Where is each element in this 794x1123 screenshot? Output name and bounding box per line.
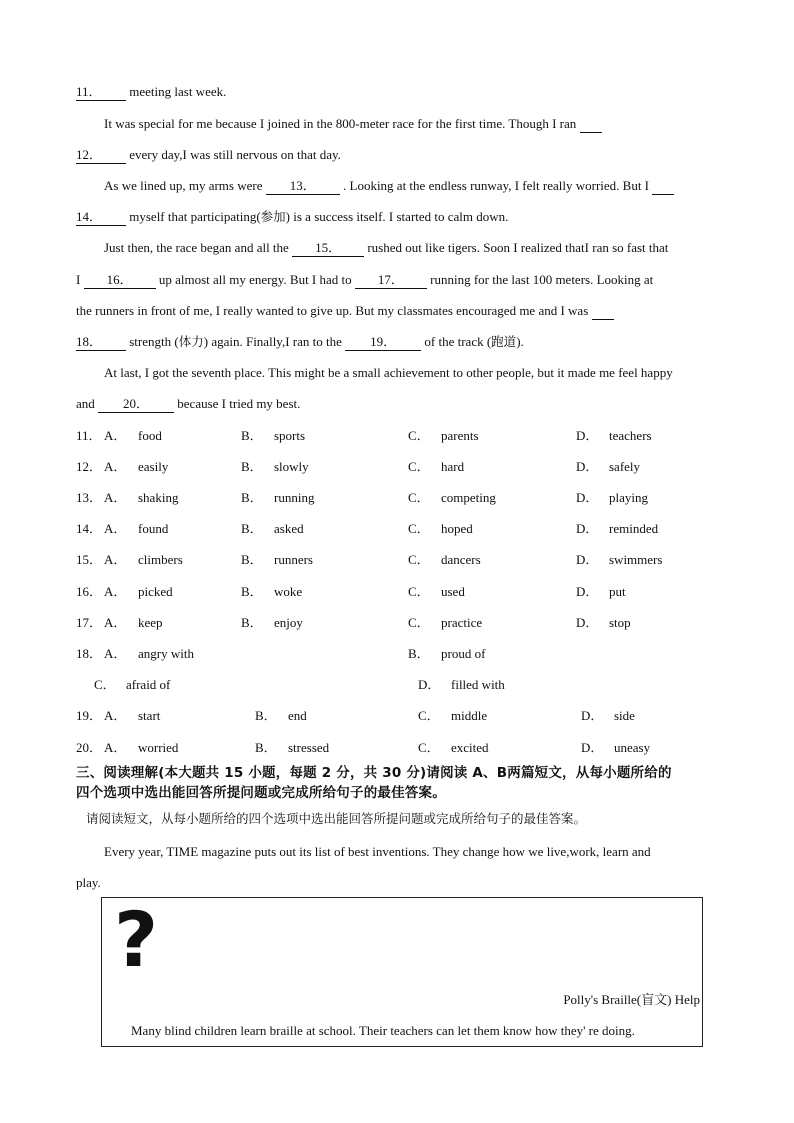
chinese-gloss: 体力 <box>178 334 204 349</box>
blank-15: 15． <box>292 240 364 257</box>
option-d: filled with <box>451 677 505 692</box>
option-letter: C． <box>408 459 430 474</box>
option-letter: D． <box>581 708 604 723</box>
option-c: excited <box>451 740 489 755</box>
option-a: found <box>138 521 169 536</box>
passage-text: the runners in front of me, I really wanted to give up. But my classmates encouraged me and I was <box>76 303 589 318</box>
option-letter: D． <box>576 428 599 443</box>
option-letter: C． <box>408 615 430 630</box>
question-number: 16． <box>76 584 103 599</box>
option-d: reminded <box>609 521 659 536</box>
option-letter: A． <box>104 490 127 505</box>
option-b: sports <box>274 428 306 443</box>
passage-line-10 <box>104 365 673 381</box>
option-letter: A． <box>104 459 127 474</box>
option-letter: D． <box>576 521 599 536</box>
option-d: playing <box>609 490 648 505</box>
option-letter: D． <box>581 740 604 755</box>
option-b: asked <box>274 521 304 536</box>
passage-line-11 <box>76 396 300 413</box>
option-letter: A． <box>104 646 127 661</box>
option-c: afraid of <box>126 677 171 692</box>
option-letter: A． <box>104 740 127 755</box>
passage-text: At last, I got the seventh place. This might be a small achievement to other people, but it made me feel happy <box>104 365 673 380</box>
blank-line <box>592 303 614 320</box>
passage-text: of the track ( <box>424 334 492 349</box>
reading-intro: Every year, TIME magazine puts out its list of best inventions. They change how we live,work, learn and <box>104 844 651 859</box>
passage-line-4 <box>104 178 674 195</box>
passage-text: It was special for me because I joined in the 800-meter race for the first time. Though I ran <box>104 116 577 131</box>
option-letter: D． <box>576 552 599 567</box>
blank-19: 19． <box>345 334 421 351</box>
question-number: 17． <box>76 615 103 630</box>
option-letter: A． <box>104 552 127 567</box>
passage-text: ). <box>516 334 524 349</box>
passage-line-6 <box>104 240 668 257</box>
option-a: shaking <box>138 490 179 505</box>
option-b: woke <box>274 584 303 599</box>
passage-text: ) is a success itself. I started to calm down. <box>285 209 509 224</box>
option-letter: D． <box>576 459 599 474</box>
chinese-gloss: 参加 <box>260 209 286 224</box>
question-number: 15． <box>76 552 103 567</box>
option-b: stressed <box>288 740 330 755</box>
option-letter: D． <box>576 615 599 630</box>
option-letter: B． <box>241 552 263 567</box>
reading-intro: play. <box>76 875 101 890</box>
passage-text: running for the last 100 meters. Looking at <box>430 272 654 287</box>
passage-line-3 <box>76 147 341 164</box>
section-heading <box>76 763 756 803</box>
passage-text: strength ( <box>129 334 179 349</box>
blank-16: 16． <box>84 272 156 289</box>
question-mark-icon: ? <box>114 895 159 984</box>
option-letter: B． <box>255 740 277 755</box>
option-letter: B． <box>241 584 263 599</box>
chinese-gloss: 跑道 <box>491 334 517 349</box>
option-letter: A． <box>104 708 127 723</box>
option-a: easily <box>138 459 169 474</box>
option-d: safely <box>609 459 641 474</box>
option-a: angry with <box>138 646 194 661</box>
option-letter: B． <box>408 646 430 661</box>
option-letter: C． <box>418 740 440 755</box>
option-letter: D． <box>418 677 441 692</box>
option-d: teachers <box>609 428 652 443</box>
passage-text: and <box>76 396 95 411</box>
question-number: 12． <box>76 459 103 474</box>
option-letter: B． <box>241 521 263 536</box>
option-d: side <box>614 708 635 723</box>
option-letter: C． <box>408 428 430 443</box>
option-letter: C． <box>94 677 116 692</box>
option-c: hard <box>441 459 465 474</box>
passage-line-1 <box>76 84 226 101</box>
option-letter: B． <box>241 428 263 443</box>
option-b: runners <box>274 552 313 567</box>
blank-line <box>652 178 674 195</box>
option-letter: D． <box>576 584 599 599</box>
option-letter: C． <box>418 708 440 723</box>
option-b: enjoy <box>274 615 303 630</box>
option-b: proud of <box>441 646 486 661</box>
passage-line-7 <box>76 272 653 289</box>
option-letter: A． <box>104 428 127 443</box>
passage-text: up almost all my energy. But I had to <box>158 272 352 287</box>
passage-text: every day,I was still nervous on that day. <box>129 147 341 162</box>
question-number: 18． <box>76 646 103 661</box>
passage-line-8 <box>76 303 614 320</box>
option-c: middle <box>451 708 488 723</box>
box-title: Polly's Braille(盲文) Help <box>563 992 700 1007</box>
blank-13: 13． <box>266 178 340 195</box>
blank-12: 12． <box>76 147 126 164</box>
section-heading-line: 四个选项中选出能回答所提问题或完成所给句子的最佳答案。 <box>76 785 446 801</box>
passage-text: myself that participating( <box>129 209 261 224</box>
reading-instruction: 请阅读短文，从每小题所给的四个选项中选出能回答所提问题或完成所给句子的最佳答案。 <box>86 811 587 826</box>
option-c: used <box>441 584 465 599</box>
blank-18: 18． <box>76 334 126 351</box>
passage-text: . Looking at the endless runway, I felt really worried. But I <box>343 178 650 193</box>
blank-line <box>580 116 602 133</box>
option-a: climbers <box>138 552 183 567</box>
option-d: swimmers <box>609 552 663 567</box>
option-d: uneasy <box>614 740 651 755</box>
passage-text: meeting last week. <box>129 84 227 99</box>
section-heading-line: 三、阅读理解(本大题共 15 小题，每题 2 分，共 30 分)请阅读 A、B两篇短文，从每小题所给的 <box>76 765 672 781</box>
passage-text: rushed out like tigers. Soon I realized thatI ran so fast that <box>367 240 669 255</box>
passage-line-2 <box>104 116 602 133</box>
option-letter: B． <box>255 708 277 723</box>
option-letter: A． <box>104 615 127 630</box>
option-c: practice <box>441 615 483 630</box>
question-number: 14． <box>76 521 103 536</box>
blank-14: 14． <box>76 209 126 226</box>
option-c: dancers <box>441 552 481 567</box>
passage-text: ) again. Finally,I ran to the <box>203 334 342 349</box>
option-letter: C． <box>408 584 430 599</box>
option-b: end <box>288 708 307 723</box>
option-a: picked <box>138 584 173 599</box>
question-number: 11． <box>76 428 102 443</box>
question-number: 13． <box>76 490 103 505</box>
option-a: food <box>138 428 162 443</box>
option-c: competing <box>441 490 496 505</box>
option-letter: B． <box>241 459 263 474</box>
option-letter: D． <box>576 490 599 505</box>
option-letter: C． <box>408 521 430 536</box>
passage-text: because I tried my best. <box>177 396 301 411</box>
question-number: 19． <box>76 708 103 723</box>
option-b: slowly <box>274 459 309 474</box>
passage-text: Just then, the race began and all the <box>104 240 289 255</box>
option-a: keep <box>138 615 163 630</box>
option-letter: C． <box>408 552 430 567</box>
option-c: hoped <box>441 521 473 536</box>
blank-20: 20． <box>98 396 174 413</box>
blank-11: 11． <box>76 84 126 101</box>
option-a: start <box>138 708 161 723</box>
passage-text: I <box>76 272 81 287</box>
passage-line-9 <box>76 334 524 351</box>
passage-text: As we lined up, my arms were <box>104 178 263 193</box>
option-letter: B． <box>241 490 263 505</box>
option-letter: A． <box>104 521 127 536</box>
option-d: put <box>609 584 626 599</box>
option-letter: C． <box>408 490 430 505</box>
option-d: stop <box>609 615 631 630</box>
question-number: 20． <box>76 740 103 755</box>
blank-17: 17． <box>355 272 427 289</box>
option-letter: A． <box>104 584 127 599</box>
box-text: Many blind children learn braille at school. Their teachers can let them know how they' re doing. <box>131 1023 635 1038</box>
option-b: running <box>274 490 315 505</box>
passage-line-5 <box>76 209 508 226</box>
option-letter: B． <box>241 615 263 630</box>
option-c: parents <box>441 428 479 443</box>
option-a: worried <box>138 740 179 755</box>
